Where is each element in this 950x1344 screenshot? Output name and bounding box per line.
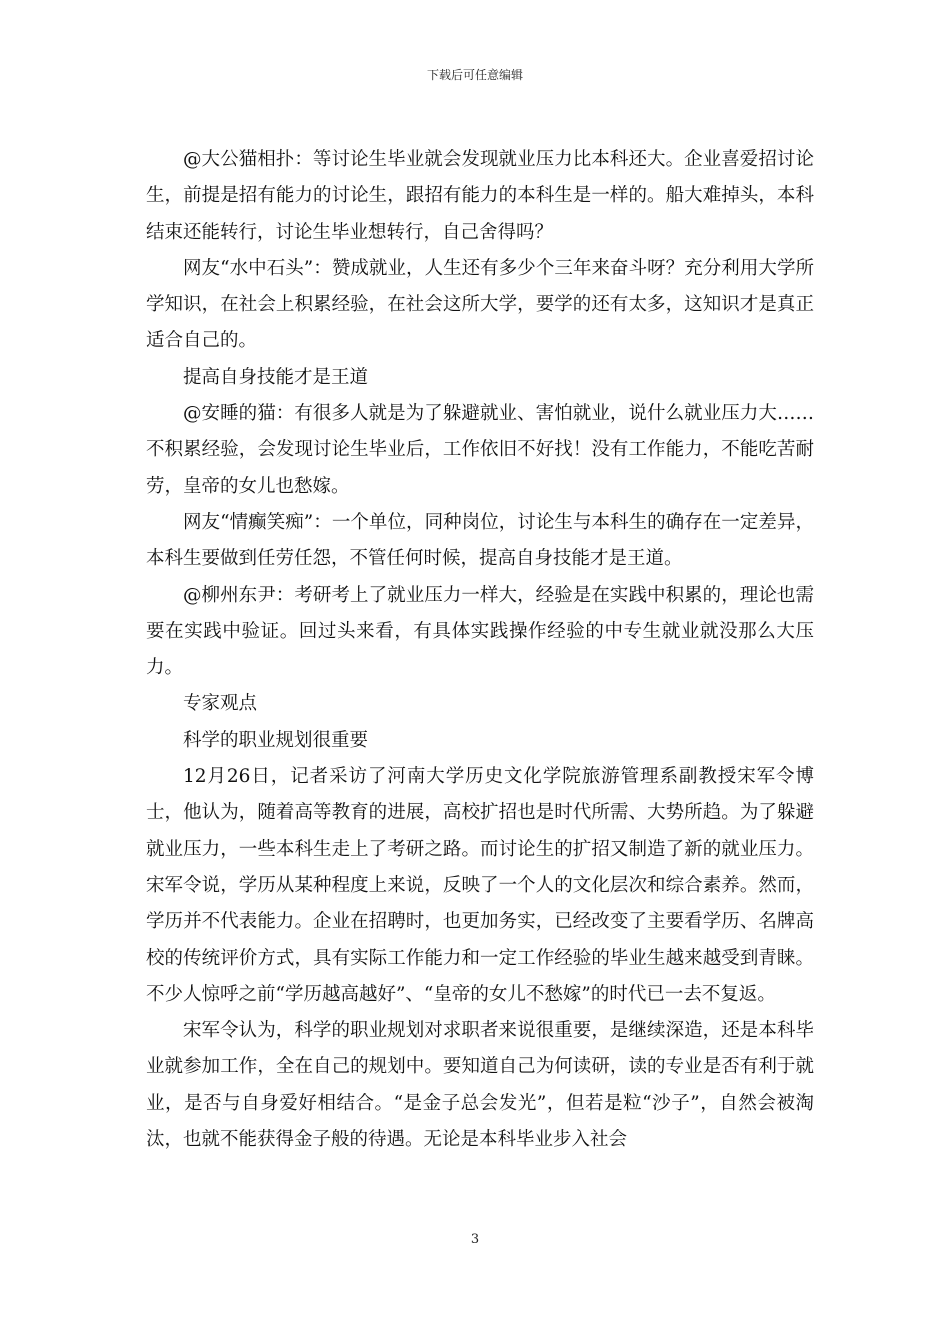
comment-paragraph: @柳州东尹：考研考上了就业压力一样大，经验是在实践中积累的，理论也需要在实践中验证。回过头来看，有具体实践操作经验的中专生就业就没那么大压力。 xyxy=(146,584,814,679)
comment-paragraph: 网友“情癫笑痴”：一个单位，同种岗位，讨论生与本科生的确存在一定差异，本科生要做到任劳任怨，不管任何时候，提高自身技能才是王道。 xyxy=(146,511,814,570)
comment-paragraph: 网友“水中石头”：赞成就业，人生还有多少个三年来奋斗呀？充分利用大学所学知识，在社会上积累经验，在社会这所大学，要学的还有太多，这知识才是真正适合自己的。 xyxy=(146,257,814,352)
section-heading: 专家观点 xyxy=(183,693,258,715)
page-header: 下载后可任意编辑 xyxy=(426,68,523,82)
body-paragraph: 12月26日，记者采访了河南大学历史文化学院旅游管理系副教授宋军令博士，他认为，随着高等教育的进展，高校扩招也是时代所需、大势所趋。为了躲避就业压力，一些本科生走上了考研之路。而讨论生的扩招又制造了新的就业压力。宋军令说，学历从某种程度上来说，反映了一个人的文化层次和综合素养。然而，学历并不代表能力。企业在招聘时，也更加务实，已经改变了主要看学历、名牌高校的传统评价方式，具有实际工作能力和一定工作经验的毕业生越来越受到青睐。不少人惊呼之前“学历越高越好”、“皇帝的女儿不愁嫁”的时代已一去不复返。 xyxy=(146,766,814,1005)
body-paragraph: 宋军令认为，科学的职业规划对求职者来说很重要，是继续深造，还是本科毕业就参加工作，全在自己的规划中。要知道自己为何读研，读的专业是否有利于就业，是否与自身爱好相结合。“是金子总会发光”，但若是粒“沙子”，自然会被淘汰，也就不能获得金子般的待遇。无论是本科毕业步入社会 xyxy=(146,1020,814,1151)
sub-heading: 科学的职业规划很重要 xyxy=(183,729,369,751)
comment-paragraph: @安睡的猫：有很多人就是为了躲避就业、害怕就业，说什么就业压力大……不积累经验，会发现讨论生毕业后，工作依旧不好找！没有工作能力，不能吃苦耐劳，皇帝的女儿也愁嫁。 xyxy=(146,403,814,497)
document-body xyxy=(146,142,814,1158)
section-heading: 提高自身技能才是王道 xyxy=(183,366,369,388)
page-number: 3 xyxy=(470,1232,480,1247)
comment-paragraph: @大公猫相扑：等讨论生毕业就会发现就业压力比本科还大。企业喜爱招讨论生，前提是招有能力的讨论生，跟招有能力的本科生是一样的。船大难掉头，本科结束还能转行，讨论生毕业想转行，自己舍得吗？ xyxy=(146,149,814,243)
